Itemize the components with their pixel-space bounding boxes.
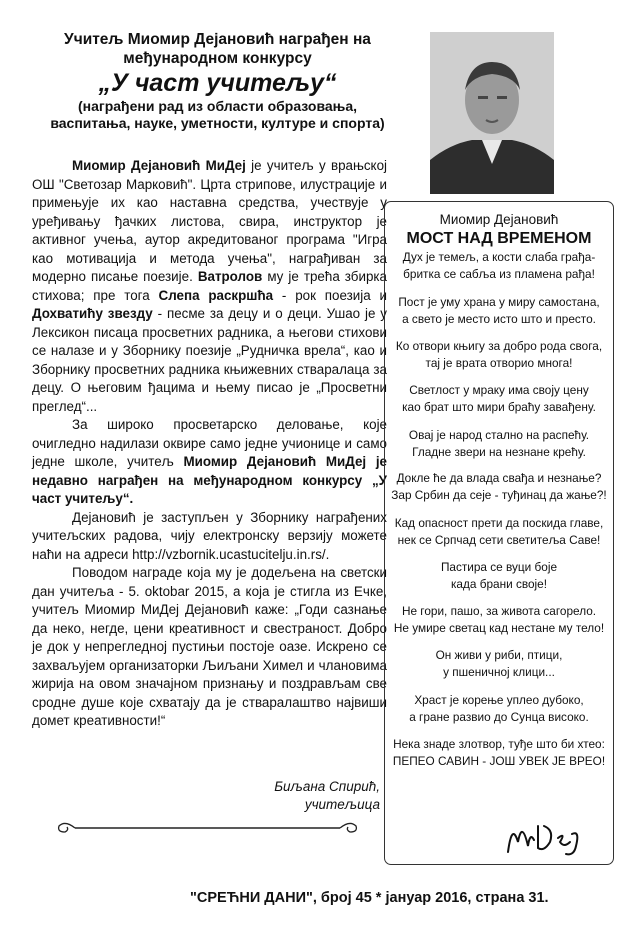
article-header bbox=[20, 30, 415, 132]
poem-stanza bbox=[389, 736, 609, 770]
ornamental-divider bbox=[55, 818, 360, 838]
poem-line: Дух је темељ, а кости слаба грађа- bbox=[402, 250, 596, 264]
poem-stanza bbox=[389, 470, 609, 504]
poem-line: као брат што мири браћу завађену. bbox=[402, 400, 596, 414]
poem-line: Не умире светац кад нестане му тело! bbox=[393, 621, 605, 635]
article-paragraph-4: Поводом награде која му је додељена на светски дан учитеља - 5. oktobar 2015, а која је стигла из Ечке, учитељ Миомир МиДеј Дејановић каже: „Годи сазнање да неко, негде, цени креативност и свестраност. Добро је док у непрегледној пустињи постоје оазе. Искрено се захваљујем организаторки Љиљани Химел и члановима жирија на овом значајном признању и поздрављам све сродне душе које схватају да је стваралаштво највиши домет креативности!“ bbox=[32, 565, 387, 728]
poem-line: Пост је уму храна у миру самостана, bbox=[398, 295, 600, 309]
poem-stanza bbox=[389, 338, 609, 372]
poem-box bbox=[384, 201, 614, 865]
poem-line: тај је врата отворио многа! bbox=[425, 356, 573, 370]
article-paragraph-3: Дејановић је заступљен у Зборнику награђених учитељских радова, чију електронску верзију можете наћи на адреси http://vzbornik.ucastucitelju.in.rs/. bbox=[32, 509, 387, 562]
p1-run-1: је учитељ у врањској ОШ "Светозар Марковић". Црта стрипове, илустрације и примењује их као наставна средства, учествује у уређивању ђачких листова, свира, инструктор је активног учења, аутор акредитованог програма "Игра као мотивација и метода учења", награђиван за модерно писање поезије. bbox=[32, 158, 387, 284]
p1-run-3: му је трећа збирка стихова; пре тога bbox=[32, 269, 387, 303]
poem-line: Нека знаде злотвор, туђе што би хтео: bbox=[393, 737, 605, 751]
poem-line: у пшеничној клици... bbox=[443, 665, 555, 679]
subtitle-line-2: васпитања, науке, уметности, културе и спорта) bbox=[50, 115, 385, 131]
p2-run-0: За широко просветарско деловање, које очигледно надилази оквире само једне учионице и само једне школе, учитељ bbox=[32, 417, 387, 469]
contest-title: „У част учитељу“ bbox=[98, 69, 337, 97]
subtitle-line-1: (награђени рад из области образовања, bbox=[77, 98, 358, 114]
headline-line-1: Учитељ Миомир Дејановић награђен на bbox=[64, 31, 371, 48]
poem-line: Он живи у риби, птици, bbox=[435, 648, 563, 662]
article-body bbox=[32, 157, 387, 731]
poem-stanza bbox=[389, 559, 609, 593]
portrait-image bbox=[430, 32, 554, 194]
handwritten-signature bbox=[500, 812, 590, 862]
poem-line: Храст је корење уплео дубоко, bbox=[414, 693, 584, 707]
poem-line: Не гори, пашо, за живота сагорело. bbox=[401, 604, 597, 618]
poem-stanza bbox=[389, 647, 609, 681]
poem-line: а гране развио до Сунца високо. bbox=[409, 710, 589, 724]
poem-line: бритка се сабља из пламена рађа! bbox=[403, 267, 595, 281]
poem-stanza bbox=[389, 294, 609, 328]
poem-line: Зар Србин да сеје - туђинац да жање?! bbox=[391, 488, 607, 502]
poem-stanza bbox=[389, 692, 609, 726]
poem-line: када брани своје! bbox=[450, 577, 548, 591]
author-photo bbox=[430, 32, 554, 194]
article-paragraph-2 bbox=[32, 416, 387, 509]
poem-stanza bbox=[389, 515, 609, 549]
p2-run-1: Миомир Дејановић МиДеј је недавно награђен на међународном конкурсу „У част учитељу“. bbox=[32, 454, 387, 506]
poem-line: Пастира се вуци боје bbox=[440, 560, 558, 574]
poem-line: а свето је место исто што и престо. bbox=[402, 312, 596, 326]
p1-run-2: Ватролов bbox=[197, 269, 263, 284]
article-signature bbox=[250, 778, 380, 814]
poem-line: ПЕПЕО САВИН - ЈОШ УВЕК ЈЕ ВРЕО! bbox=[392, 754, 606, 768]
poem-stanza bbox=[389, 427, 609, 461]
publication-footer: "СРЕЋНИ ДАНИ", број 45 * јануар 2016, страна 31. bbox=[190, 890, 549, 906]
poem-stanza bbox=[389, 249, 609, 283]
article-paragraph-1 bbox=[32, 157, 387, 416]
poem-line: Гладне звери на незнане крећу. bbox=[412, 445, 586, 459]
poem-line: Докле ће да влада свађа и незнање? bbox=[396, 471, 602, 485]
p1-run-6: Дохватићу звезду bbox=[32, 306, 153, 321]
poem-line: Овај је народ стално на распећу. bbox=[408, 428, 590, 442]
headline-line-2: међународном конкурсу bbox=[123, 50, 312, 67]
p1-run-5: - рок поезија и bbox=[273, 287, 387, 303]
p1-run-0: Миомир Дејановић МиДеј bbox=[72, 158, 246, 173]
poem-author: Миомир Дејановић bbox=[439, 212, 559, 227]
signature-name: Биљана Спирић, bbox=[274, 779, 380, 794]
p1-run-7: - песме за децу и о деци. Ушао је у Лексикон писаца просветних радника, а његови стихови се налазе и у Зборнику поезије „Рудничка врела“, као и Зборнику просветних радника књижевних стваралаца за децу. О његовим ђацима и њему писао је „Просветни преглед“... bbox=[32, 306, 388, 414]
poem-line: Ко отвори књигу за добро рода свога, bbox=[395, 339, 603, 353]
poem-line: Кад опасност прети да поскида главе, bbox=[394, 516, 604, 530]
poem-line: Светлост у мраку има своју цену bbox=[409, 383, 589, 397]
poem-stanza bbox=[389, 603, 609, 637]
poem-stanza bbox=[389, 382, 609, 416]
p1-run-4: Слепа раскршћа bbox=[158, 287, 274, 303]
signature-role: учитељица bbox=[304, 797, 380, 812]
poem-title: МОСТ НАД ВРЕМЕНОМ bbox=[406, 230, 592, 247]
poem-line: нек се Српчад сети светитеља Саве! bbox=[397, 533, 601, 547]
